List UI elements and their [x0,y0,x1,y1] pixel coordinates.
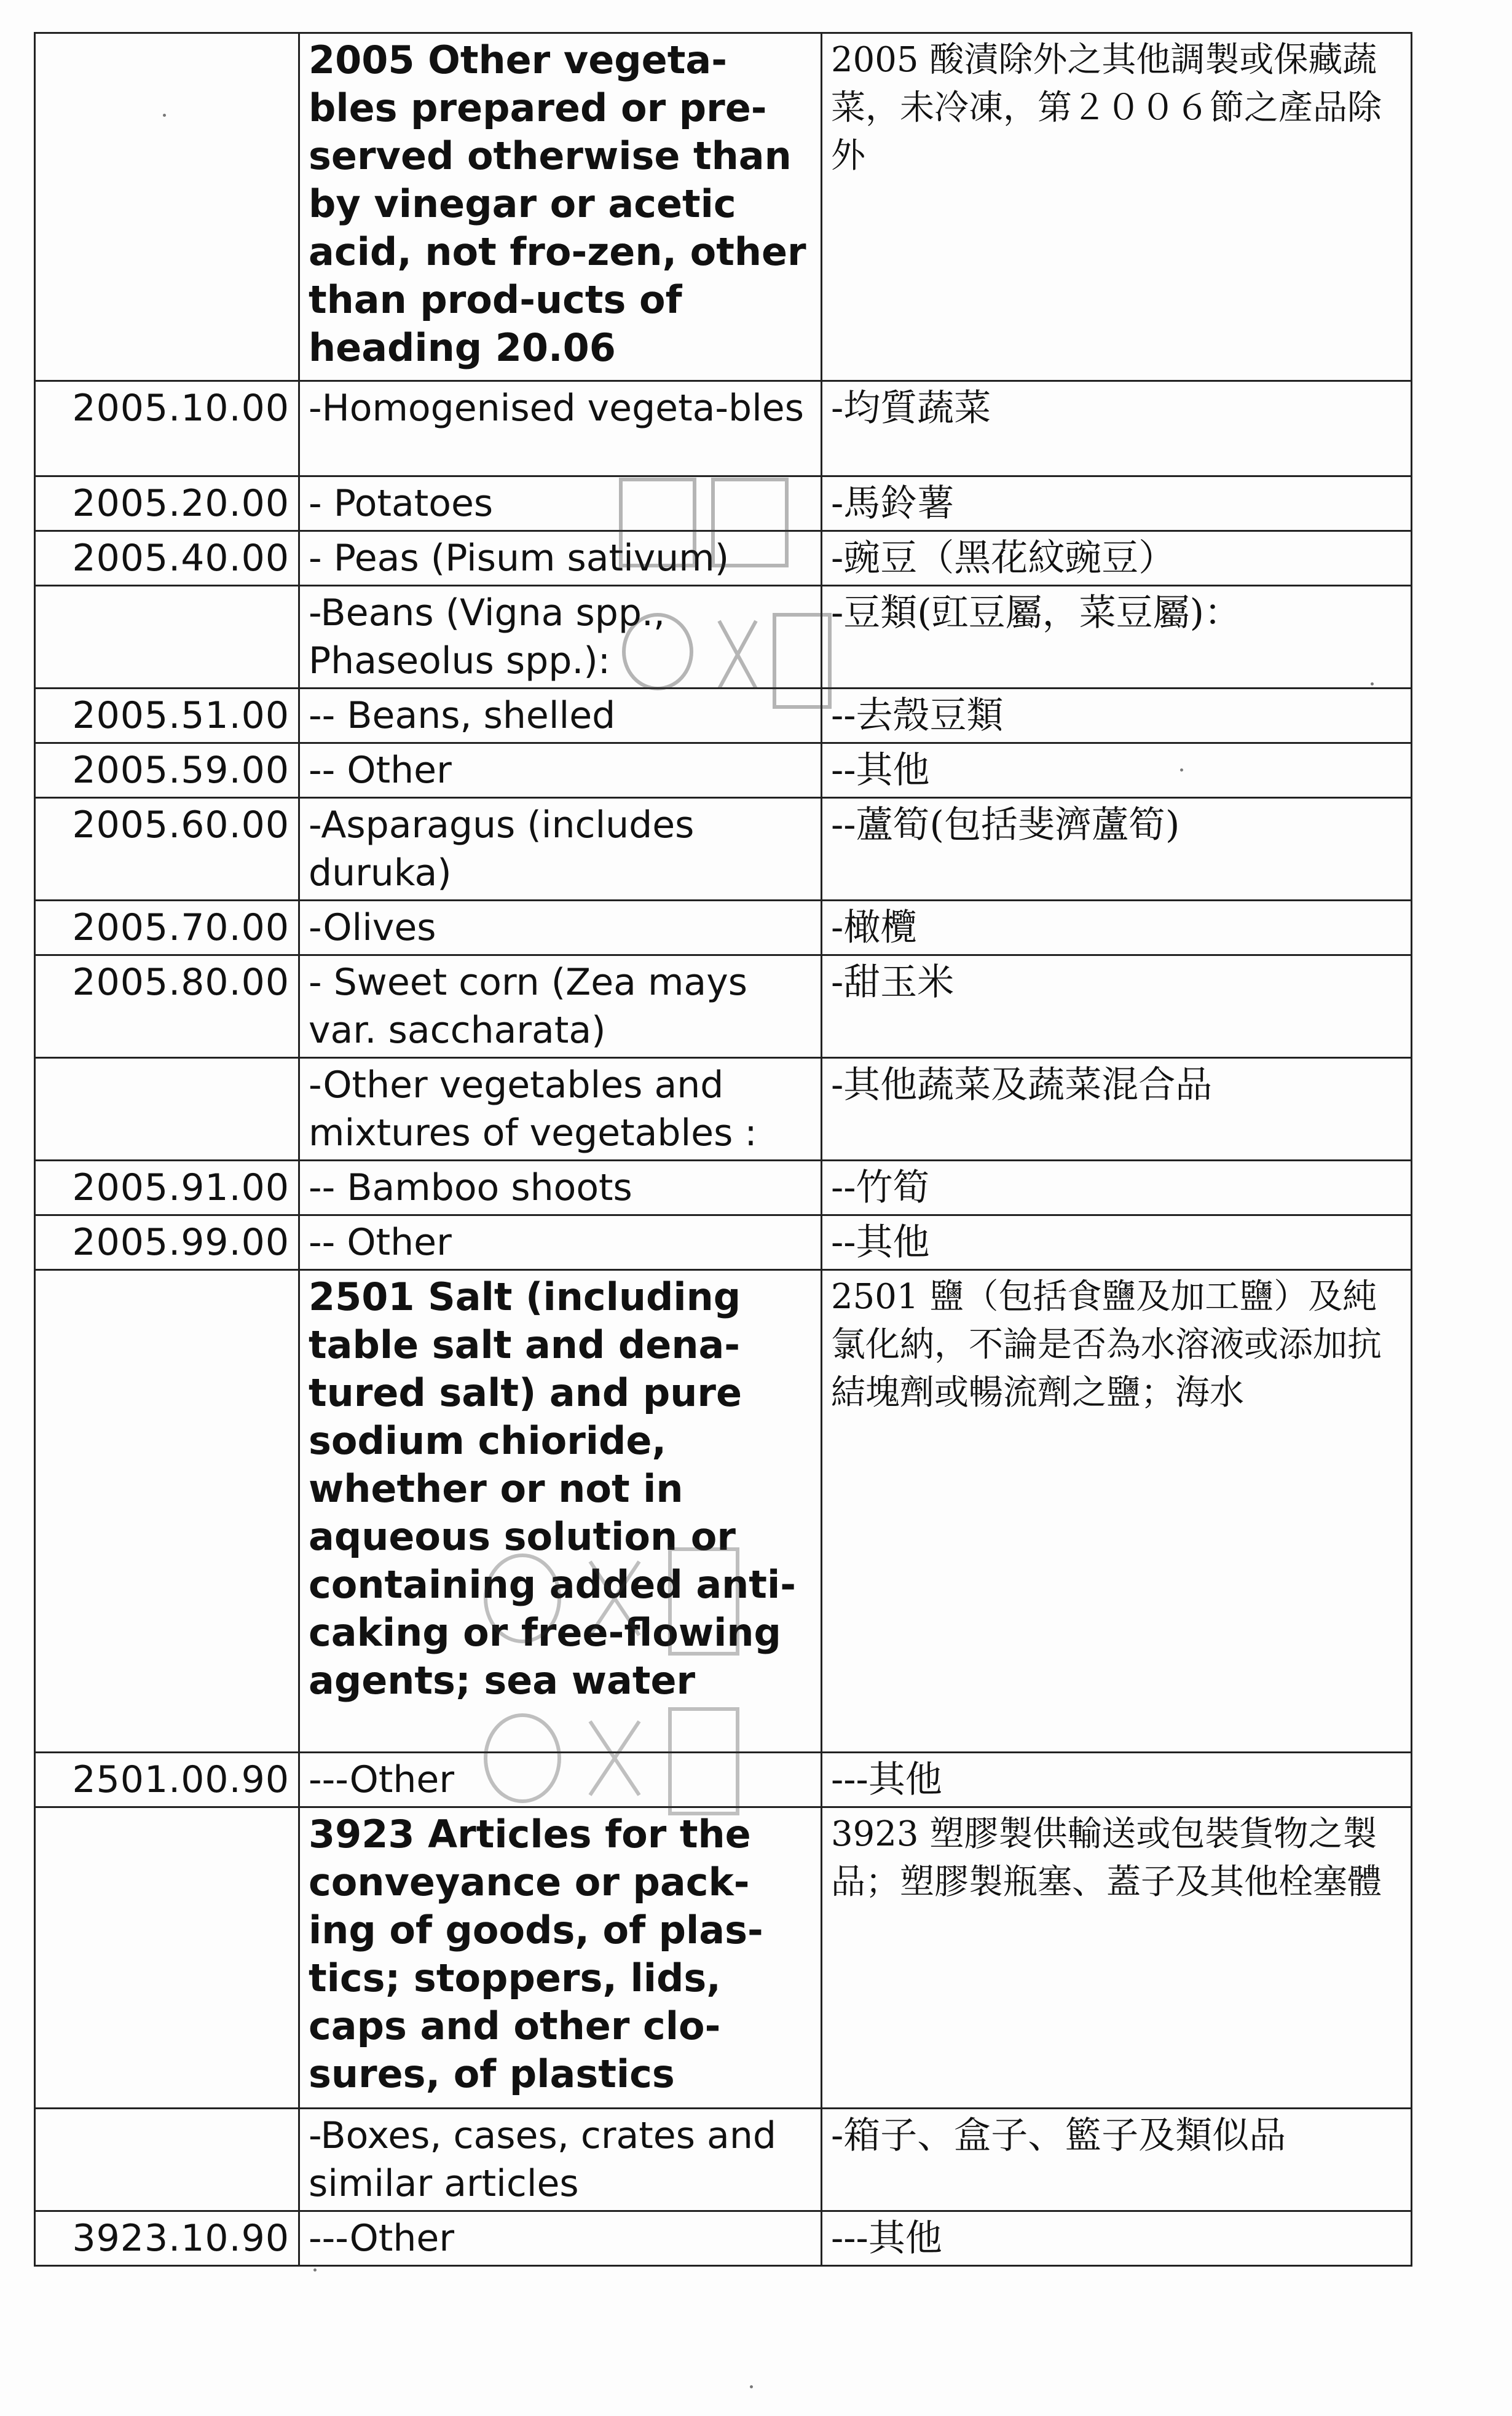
tariff-code-cell: 2005.40.00 [35,531,299,586]
english-description-cell: 2501 Salt (including table salt and dena-tured salt) and pure sodium chioride, whether or not in aqueous solution or containing added anti-caking or free-flowing agents; sea water [299,1270,822,1753]
table-row [35,798,1412,901]
tariff-code-cell [35,1807,299,2109]
tariff-code-cell: 2005.10.00 [35,381,299,476]
chinese-description-cell: --去殼豆類 [822,689,1412,743]
chinese-description-cell: --其他 [822,743,1412,798]
chinese-description-cell: --竹筍 [822,1161,1412,1215]
english-description-cell: 2005 Other vegeta-bles prepared or pre-served otherwise than by vinegar or acetic acid, not fro-zen, other than prod-ucts of heading 20.06 [299,33,822,381]
tariff-code-cell: 2005.20.00 [35,476,299,531]
tariff-table-body [35,33,1412,2266]
chinese-description-cell: -甜玉米 [822,955,1412,1058]
english-description-cell: -Boxes, cases, crates and similar articles [299,2109,822,2211]
scan-speck [313,2268,317,2272]
chinese-description-cell: ---其他 [822,1753,1412,1807]
scan-speck [750,2385,753,2388]
chinese-description-cell: -豌豆（黑花紋豌豆） [822,531,1412,586]
watermark-stamp [467,1525,787,1844]
english-description-cell: -- Other [299,1215,822,1270]
chinese-description-cell: -豆類(豇豆屬，菜豆屬)： [822,586,1412,689]
table-row [35,1161,1412,1215]
chinese-description-cell: ---其他 [822,2211,1412,2266]
english-description-cell: - Sweet corn (Zea mays var. saccharata) [299,955,822,1058]
scan-speck [1371,682,1374,685]
chinese-description-cell: --蘆筍(包括斐濟蘆筍) [822,798,1412,901]
tariff-code-cell: 2005.99.00 [35,1215,299,1270]
english-description-cell: -Homogenised vegeta-bles [299,381,822,476]
english-description-cell: -- Beans, shelled [299,689,822,743]
tariff-code-cell: 2005.91.00 [35,1161,299,1215]
tariff-code-cell: 2005.51.00 [35,689,299,743]
chinese-description-cell: -均質蔬菜 [822,381,1412,476]
english-description-cell: -- Bamboo shoots [299,1161,822,1215]
table-row [35,1058,1412,1161]
english-description-cell: 3923 Articles for the conveyance or pack-ing of goods, of plas-tics; stoppers, lids, caps and other clo-sures, of plastics [299,1807,822,2109]
english-description-cell: ---Other [299,1753,822,1807]
tariff-code-cell: 2005.59.00 [35,743,299,798]
chinese-description-cell: -橄欖 [822,901,1412,955]
english-description-cell: -Beans (Vigna spp., Phaseolus spp.): [299,586,822,689]
english-description-cell: -Olives [299,901,822,955]
english-description-cell: ---Other [299,2211,822,2266]
chinese-description-cell: 2005 酸漬除外之其他調製或保藏蔬菜，未冷凍，第２００６節之產品除外 [822,33,1412,381]
tariff-code-cell: 2005.60.00 [35,798,299,901]
tariff-code-cell: 3923.10.90 [35,2211,299,2266]
tariff-code-cell [35,1270,299,1753]
table-row [35,33,1412,381]
chinese-description-cell: -箱子、盒子、籃子及類似品 [822,2109,1412,2211]
english-description-cell: -Asparagus (includes duruka) [299,798,822,901]
chinese-description-cell: --其他 [822,1215,1412,1270]
table-row [35,2109,1412,2211]
tariff-table [34,32,1412,2267]
english-description-cell: -- Other [299,743,822,798]
tariff-code-cell: 2005.80.00 [35,955,299,1058]
english-description-cell: - Potatoes [299,476,822,531]
table-row [35,381,1412,476]
chinese-description-cell: -其他蔬菜及蔬菜混合品 [822,1058,1412,1161]
table-row [35,2211,1412,2266]
table-row [35,1807,1412,2109]
scan-speck [163,114,166,117]
table-row [35,955,1412,1058]
table-row [35,901,1412,955]
english-description-cell: - Peas (Pisum sativum) [299,531,822,586]
chinese-description-cell: -馬鈴薯 [822,476,1412,531]
english-description-cell: -Other vegetables and mixtures of vegetables : [299,1058,822,1161]
tariff-code-cell [35,1058,299,1161]
tariff-code-cell: 2005.70.00 [35,901,299,955]
watermark-stamp [615,467,848,762]
chinese-description-cell: 3923 塑膠製供輸送或包裝貨物之製品；塑膠製瓶塞、蓋子及其他栓塞體 [822,1807,1412,2109]
table-row [35,1215,1412,1270]
tariff-code-cell [35,33,299,381]
chinese-description-cell: 2501 鹽（包括食鹽及加工鹽）及純氯化納，不論是否為水溶液或添加抗結塊劑或暢流劑之鹽；海水 [822,1270,1412,1753]
scan-speck [1180,768,1183,772]
tariff-code-cell [35,2109,299,2211]
tariff-code-cell [35,586,299,689]
tariff-code-cell: 2501.00.90 [35,1753,299,1807]
